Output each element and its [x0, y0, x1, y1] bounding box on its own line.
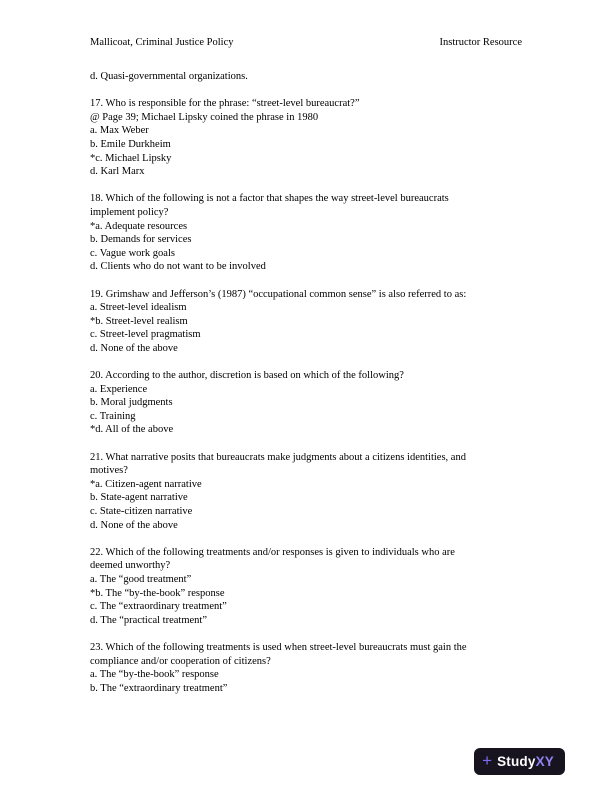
question-block: [90, 369, 522, 437]
question-block: [90, 192, 522, 274]
question-line: implement policy?: [90, 206, 169, 218]
question-line: *b. Street-level realism: [90, 315, 188, 327]
question-line: b. State-agent narrative: [90, 492, 188, 504]
studyxy-logo: [474, 748, 565, 775]
header-right-title: Instructor Resource: [439, 37, 522, 48]
plus-icon: +: [482, 751, 493, 770]
question-line: d. Karl Marx: [90, 166, 145, 178]
question-line: a. Experience: [90, 383, 148, 395]
question-line: b. Demands for services: [90, 234, 192, 246]
question-line: d. The “practical treatment”: [90, 614, 207, 626]
question-line: 19. Grimshaw and Jefferson’s (1987) “occupational common sense” is also referred to as:: [90, 288, 467, 300]
question-line: 22. Which of the following treatments and/or responses is given to individuals who are: [90, 546, 455, 558]
question-line: deemed unworthy?: [90, 560, 171, 572]
question-block: [90, 641, 522, 695]
question-block: [90, 288, 522, 356]
question-line: b. The “extraordinary treatment”: [90, 682, 228, 694]
question-line: *c. Michael Lipsky: [90, 152, 172, 164]
question-line: *d. All of the above: [90, 424, 174, 436]
question-line: a. The “good treatment”: [90, 573, 192, 585]
brand-text: [497, 754, 554, 769]
question-line: motives?: [90, 465, 128, 477]
question-line: 17. Who is responsible for the phrase: “street-level bureaucrat?”: [90, 98, 360, 110]
question-line: 20. According to the author, discretion is based on which of the following?: [90, 370, 404, 382]
question-line: d. None of the above: [90, 519, 178, 531]
question-line: c. State-citizen narrative: [90, 506, 193, 517]
question-line: b. Emile Durkheim: [90, 138, 171, 150]
question-line: a. Max Weber: [90, 125, 149, 137]
question-line: 21. What narrative posits that bureaucrats make judgments about a citizens identities, and: [90, 451, 466, 463]
question-line: c. Street-level pragmatism: [90, 329, 201, 341]
question-line: 23. Which of the following treatments is used when street-level bureaucrats must gain the: [90, 641, 467, 653]
header-left-title: Mallicoat, Criminal Justice Policy: [90, 37, 234, 48]
question-line: @ Page 39; Michael Lipsky coined the phrase in 1980: [90, 111, 319, 123]
brand-study: Study: [497, 754, 536, 769]
question-block: [90, 451, 522, 533]
question-line: a. Street-level idealism: [90, 302, 187, 314]
question-line: c. The “extraordinary treatment”: [90, 601, 227, 613]
question-line: compliance and/or cooperation of citizens?: [90, 655, 271, 667]
brand-xy: XY: [535, 754, 554, 769]
question-line: b. Moral judgments: [90, 397, 173, 409]
question-line: d. Clients who do not want to be involved: [90, 261, 266, 273]
page-header: [90, 36, 522, 49]
question-line: c. Training: [90, 410, 136, 422]
question-line: 18. Which of the following is not a factor that shapes the way street-level bureaucrats: [90, 193, 449, 205]
question-block: [90, 70, 522, 84]
question-line: a. The “by-the-book” response: [90, 669, 219, 681]
question-block: [90, 546, 522, 628]
question-line: d. Quasi-governmental organizations.: [90, 71, 248, 82]
question-line: c. Vague work goals: [90, 247, 175, 259]
question-line: d. None of the above: [90, 342, 178, 354]
question-block: [90, 97, 522, 179]
questions-list: [90, 70, 522, 695]
question-line: *a. Adequate resources: [90, 220, 188, 232]
question-line: *a. Citizen-agent narrative: [90, 478, 202, 490]
question-line: *b. The “by-the-book” response: [90, 587, 225, 599]
